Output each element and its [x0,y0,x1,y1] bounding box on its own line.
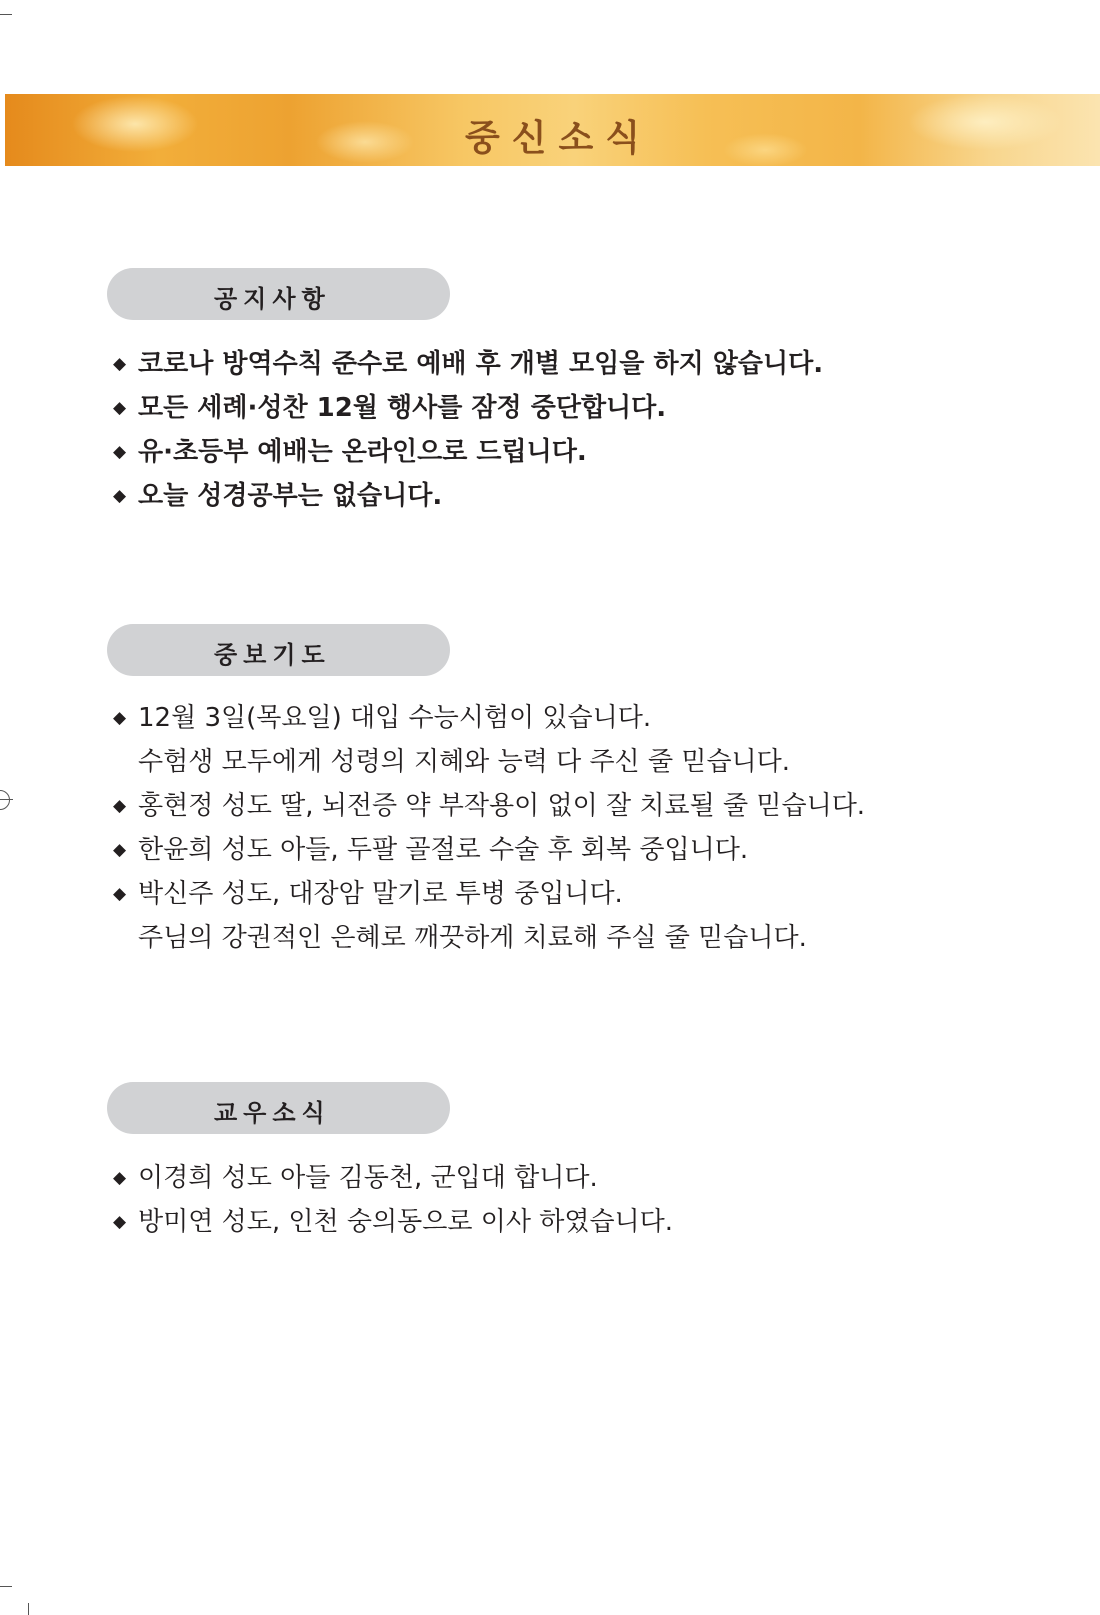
section-title: 공지사항 [214,285,331,313]
crop-mark [0,1586,12,1587]
diamond-bullet-icon: ◆ [113,1168,127,1188]
list-item: ◆ 코로나 방역수칙 준수로 예배 후 개별 모임을 하지 않습니다. [113,342,823,386]
banner-title: 중신소식 [464,118,653,159]
notice-list [113,342,823,518]
section-title: 중보기도 [214,641,331,669]
list-item: ◆ 이경희 성도 아들 김동천, 군입대 합니다. [113,1156,673,1200]
section-header-notice [107,268,450,320]
diamond-bullet-icon: ◆ [113,1212,127,1232]
diamond-bullet-icon: ◆ [113,354,127,374]
list-item: ◆ 오늘 성경공부는 없습니다. [113,474,823,518]
diamond-bullet-icon: ◆ [113,708,127,728]
diamond-bullet-icon: ◆ [113,398,127,418]
diamond-bullet-icon: ◆ [113,840,127,860]
list-item: ◆ 유·초등부 예배는 온라인으로 드립니다. [113,430,823,474]
list-item: ◆ 모든 세례·성찬 12월 행사를 잠정 중단합니다. [113,386,823,430]
header-banner [5,94,1100,166]
list-item: ◆ 12월 3일(목요일) 대입 수능시험이 있습니다. 수험생 모두에게 성령의 지혜와 능력 다 주신 줄 믿습니다. [113,696,865,784]
list-item: ◆ 한윤희 성도 아들, 두팔 골절로 수술 후 회복 중입니다. [113,828,865,872]
diamond-bullet-icon: ◆ [113,796,127,816]
registration-mark [0,790,10,810]
diamond-bullet-icon: ◆ [113,442,127,462]
prayer-list [113,696,865,960]
list-item: ◆ 방미연 성도, 인천 숭의동으로 이사 하였습니다. [113,1200,673,1244]
crop-mark [0,14,12,15]
section-header-prayer [107,624,450,676]
crop-mark [28,1603,29,1615]
list-item: ◆ 홍현정 성도 딸, 뇌전증 약 부작용이 없이 잘 치료될 줄 믿습니다. [113,784,865,828]
diamond-bullet-icon: ◆ [113,486,127,506]
members-list [113,1156,673,1244]
list-item: ◆ 박신주 성도, 대장암 말기로 투병 중입니다. 주님의 강권적인 은혜로 깨끗하게 치료해 주실 줄 믿습니다. [113,872,865,960]
section-header-members [107,1082,450,1134]
section-title: 교우소식 [214,1099,331,1127]
diamond-bullet-icon: ◆ [113,884,127,904]
